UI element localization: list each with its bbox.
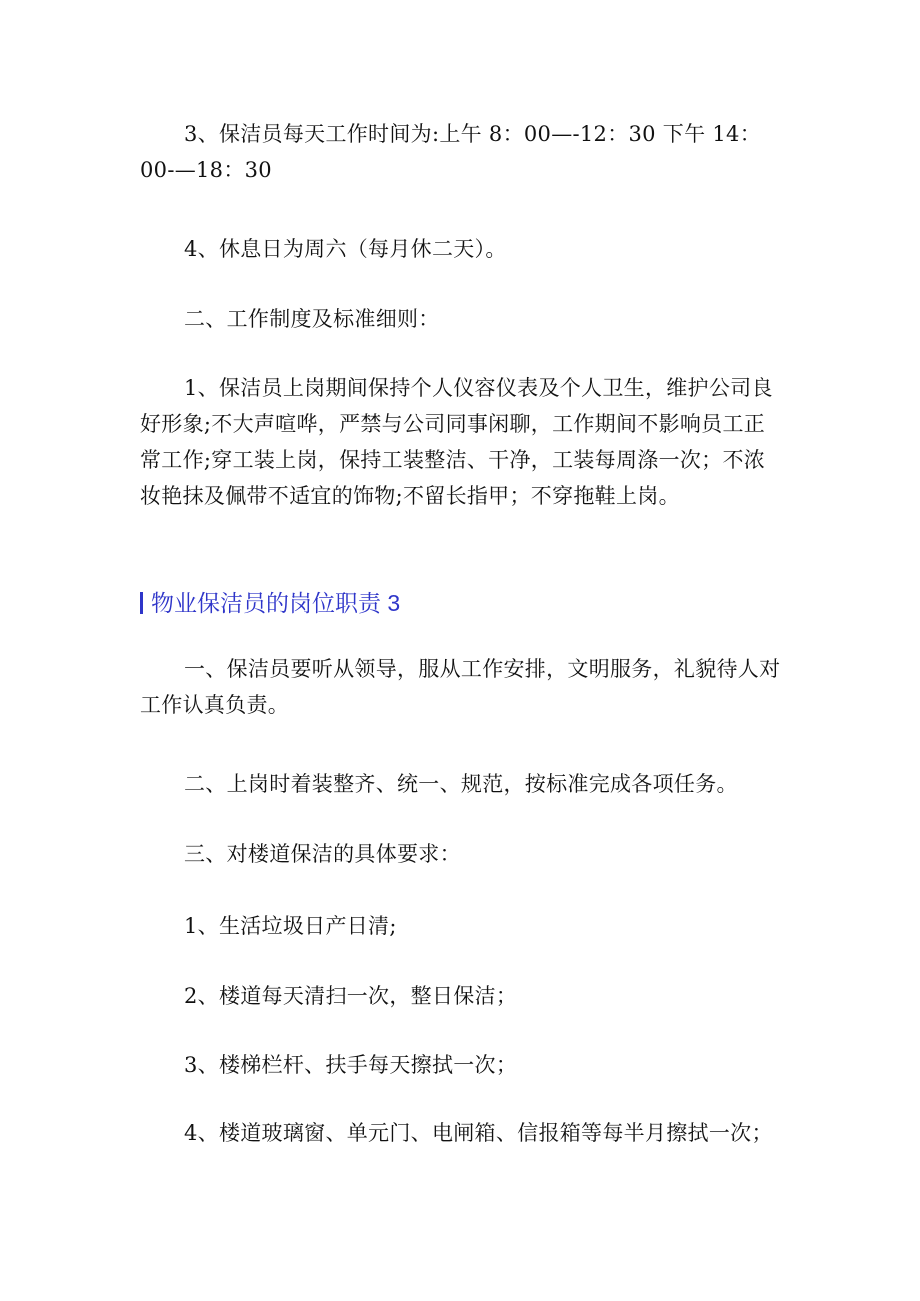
paragraph-duty-2: 二、上岗时着装整齐、统一、规范，按标准完成各项任务。 xyxy=(184,772,738,796)
heading-marker-bar xyxy=(140,592,143,614)
paragraph-work-hours: 3、保洁员每天工作时间为:上午 8：00—-12：30 下午 14：00-—18：30 xyxy=(140,122,762,182)
paragraph-rules-title: 二、工作制度及标准细则： xyxy=(184,307,440,331)
list-item-garbage: 1、生活垃圾日产日清; xyxy=(184,914,397,938)
list-item-railing: 3、楼梯栏杆、扶手每天擦拭一次； xyxy=(184,1053,518,1077)
paragraph-duty-1: 一、保洁员要听从领导，服从工作安排，文明服务，礼貌待人对工作认真负责。 xyxy=(140,657,781,717)
list-item-corridor: 2、楼道每天清扫一次，整日保洁； xyxy=(184,984,518,1008)
paragraph-duty-3: 三、对楼道保洁的具体要求： xyxy=(184,842,461,866)
section-heading-text: 物业保洁员的岗位职责 3 xyxy=(151,590,401,616)
paragraph-rest-day: 4、休息日为周六（每月休二天）。 xyxy=(184,237,507,261)
section-heading xyxy=(140,585,785,621)
list-item-windows: 4、楼道玻璃窗、单元门、电闸箱、信报箱等每半月擦拭一次； xyxy=(184,1121,773,1145)
paragraph-rule-1: 1、保洁员上岗期间保持个人仪容仪表及个人卫生，维护公司良好形象;不大声喧哗，严禁与公司同事闲聊，工作期间不影响员工正常工作;穿工装上岗，保持工装整洁、干净，工装每周涤一次；不浓妆艳抹及佩带不适宜的饰物;不留长指甲；不穿拖鞋上岗。 xyxy=(140,376,773,508)
